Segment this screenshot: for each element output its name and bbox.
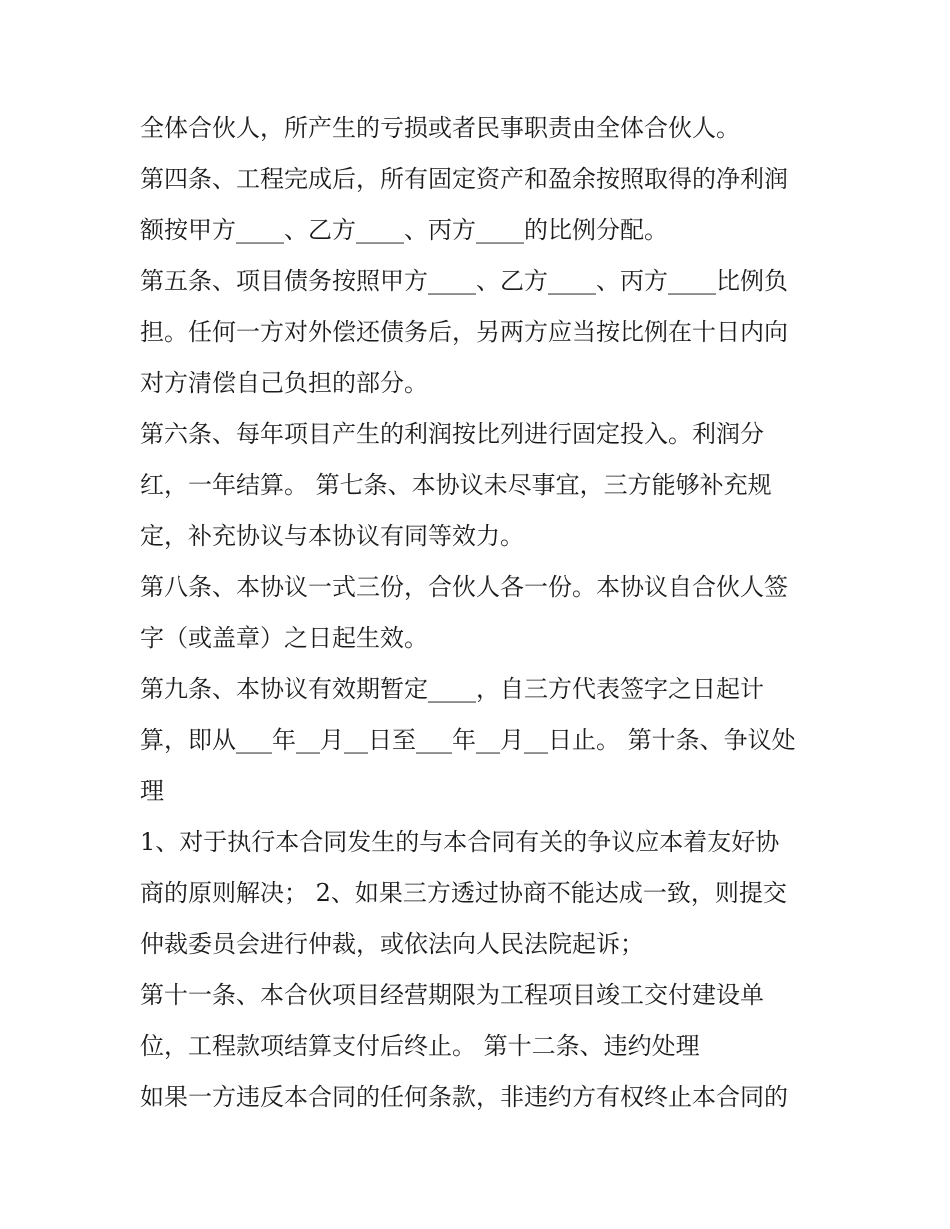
text-line: 第四条、工程完成后，所有固定资产和盈余按照取得的净利润 (140, 165, 788, 193)
text-line: 字（或盖章）之日起生效。 (140, 624, 428, 652)
text-line: 算，即从___年__月__日至___年__月__日止。 第十条、争议处 (140, 726, 796, 754)
text-line: 第五条、项目债务按照甲方____、乙方____、丙方____比例负 (140, 267, 788, 295)
text-line: 定，补充协议与本协议有同等效力。 (140, 522, 524, 550)
text-line: 红，一年结算。 第七条、本协议未尽事宜，三方能够补充规 (140, 471, 772, 499)
text-line: 全体合伙人，所产生的亏损或者民事职责由全体合伙人。 (140, 114, 740, 142)
text-line: 第六条、每年项目产生的利润按比列进行固定投入。利润分 (140, 420, 764, 448)
document-body (140, 103, 820, 1123)
text-line: 仲裁委员会进行仲裁，或依法向人民法院起诉； (140, 930, 644, 958)
text-line: 第十一条、本合伙项目经营期限为工程项目竣工交付建设单 (140, 981, 764, 1009)
text-line: 额按甲方____、乙方____、丙方____的比例分配。 (140, 216, 668, 244)
text-line: 商的原则解决； 2、如果三方透过协商不能达成一致，则提交 (140, 879, 787, 907)
text-line: 对方清偿自己负担的部分。 (140, 369, 428, 397)
text-line: 担。任何一方对外偿还债务后，另两方应当按比例在十日内向 (140, 318, 788, 346)
text-line: 1、对于执行本合同发生的与本合同有关的争议应本着友好协 (140, 828, 780, 856)
text-line: 位，工程款项结算支付后终止。 第十二条、违约处理 (140, 1032, 700, 1060)
text-line: 如果一方违反本合同的任何条款，非违约方有权终止本合同的 (140, 1083, 788, 1111)
text-line: 第九条、本协议有效期暂定____，自三方代表签字之日起计 (140, 675, 764, 703)
text-line: 第八条、本协议一式三份，合伙人各一份。本协议自合伙人签 (140, 573, 788, 601)
text-line: 理 (140, 777, 164, 805)
